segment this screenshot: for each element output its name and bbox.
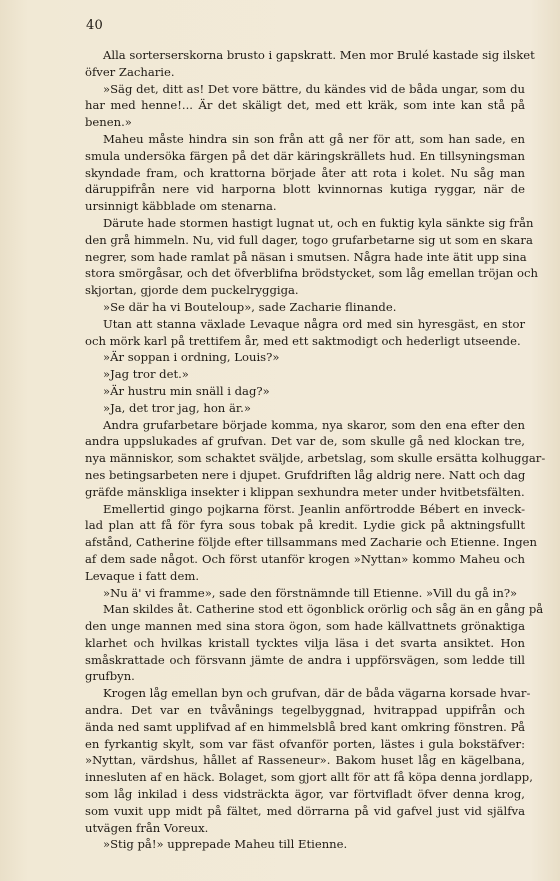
text-line: Maheu måste hindra sin son från att gå ner för att, som han sade, en	[103, 131, 525, 146]
text-line: nya människor, som schaktet sväljde, arbetslag, som skulle ersätta kolhuggar-	[85, 451, 546, 466]
text-line: den grå himmeln. Nu, vid full dager, togo grufarbetarne sig ut som en skara	[85, 232, 533, 247]
text-line: lad plan att få för fyra sous tobak på kredit. Lydie gick på aktningsfullt	[85, 518, 525, 533]
text-line: Andra grufarbetare började komma, nya skaror, som den ena efter den	[103, 417, 525, 432]
text-line: utvägen från Voreux.	[85, 820, 209, 835]
text-line: en fyrkantig skylt, som var fäst ofvanför porten, lästes i gula bokstäfver:	[85, 736, 525, 751]
text-line: öfver Zacharie.	[85, 64, 175, 79]
text-line: andra. Det var en tvåvånings tegelbyggnad, hvitrappad uppifrån och	[85, 703, 525, 718]
text-line: »Se där ha vi Bouteloup», sade Zacharie flinande.	[103, 299, 397, 314]
text-line: den unge mannen med sina stora ögon, som hade källvattnets grönaktiga	[85, 619, 525, 634]
text-line: ända ned samt upplifvad af en himmelsblå bred kant omkring fönstren. På	[85, 719, 525, 734]
text-line: Man skildes åt. Catherine stod ett ögonblick orörlig och såg än en gång på	[103, 602, 544, 617]
text-line: negrer, som hade ramlat på näsan i smutsen. Några hade inte ätit upp sina	[85, 249, 527, 264]
text-line: som låg inkilad i dess vidsträckta ägor, var förtvifladt öfver denna krog,	[85, 787, 525, 802]
text-line: »Nu ä' vi framme», sade den förstnämnde till Etienne. »Vill du gå in?»	[103, 585, 518, 600]
text-line: grufbyn.	[85, 669, 135, 684]
text-line: »Är soppan i ordning, Louis?»	[103, 350, 280, 365]
text-line: Emellertid gingo pojkarna först. Jeanlin anförtrodde Bébert en inveck-	[103, 501, 525, 516]
page-number: 40	[86, 18, 103, 33]
text-line: nes betingsarbeten nere i djupet. Grufdriften låg aldrig nere. Natt och dag	[85, 467, 526, 482]
body-text	[85, 47, 546, 853]
text-line: Levaque i fatt dem.	[85, 568, 200, 583]
text-line: »Nyttan, värdshus, hållet af Rasseneur». Bakom huset låg en kägelbana,	[85, 753, 525, 768]
text-line: Utan att stanna växlade Levaque några ord med sin hyresgäst, en stor	[103, 316, 525, 331]
text-line: smula undersöka färgen på det där käringskrällets hud. En tillsyningsman	[85, 148, 525, 163]
text-line: småskrattade och försvann jämte de andra i uppförsvägen, som ledde till	[85, 652, 525, 667]
text-line: gräfde mänskliga insekter i klippan sexhundra meter under hvitbetsfälten.	[85, 484, 525, 499]
text-line: och mörk karl på trettifem år, med ett saktmodigt och hederligt utseende.	[85, 333, 521, 348]
text-line: klarhet och hvilkas kristall tycktes vilja läsa i det svarta ansiktet. Hon	[85, 635, 525, 650]
text-line: »Är hustru min snäll i dag?»	[103, 383, 270, 398]
text-line: »Ja, det tror jag, hon är.»	[103, 400, 251, 415]
text-line: innesluten af en häck. Bolaget, som gjort allt för att få köpa denna jordlapp,	[85, 770, 533, 785]
text-line: benen.»	[85, 115, 132, 130]
text-line: stora smörgåsar, och det öfverblifna brödstycket, som låg emellan tröjan och	[85, 266, 538, 281]
text-line: skyndade fram, och krattorna började åter att rota i kolet. Nu såg man	[85, 165, 525, 180]
text-line: som vuxit upp midt på fältet, med dörrarna på vid gafvel just vid själfva	[85, 803, 525, 818]
text-line: skjortan, gjorde dem puckelryggiga.	[85, 283, 299, 298]
text-line: Alla sorterserskorna brusto i gapskratt. Men mor Brulé kastade sig ilsket	[103, 48, 535, 62]
text-line: »Jag tror det.»	[103, 367, 189, 382]
text-line: »Säg det, ditt as! Det vore bättre, du kändes vid de båda ungar, som du	[103, 81, 525, 96]
text-line: ursinnigt käbblade om stenarna.	[85, 199, 277, 214]
text-line: har med henne!... Är det skäligt det, med ett kräk, som inte kan stå på	[85, 98, 525, 113]
text-line: afstånd, Catherine följde efter tillsammans med Zacharie och Etienne. Ingen	[85, 535, 537, 550]
text-line: »Stig på!» upprepade Maheu till Etienne.	[103, 837, 348, 852]
text-line: Därute hade stormen hastigt lugnat ut, och en fuktig kyla sänkte sig från	[103, 215, 534, 230]
text-line: af dem sade något. Och först utanför krogen »Nyttan» kommo Maheu och	[85, 551, 525, 566]
text-line: andra uppslukades af grufvan. Det var de, som skulle gå ned klockan tre,	[85, 434, 525, 449]
text-line: däruppifrån nere vid harporna blott kvinnornas kutiga ryggar, när de	[85, 182, 525, 197]
text-line: Krogen låg emellan byn och grufvan, där de båda vägarna korsade hvar-	[103, 686, 531, 701]
